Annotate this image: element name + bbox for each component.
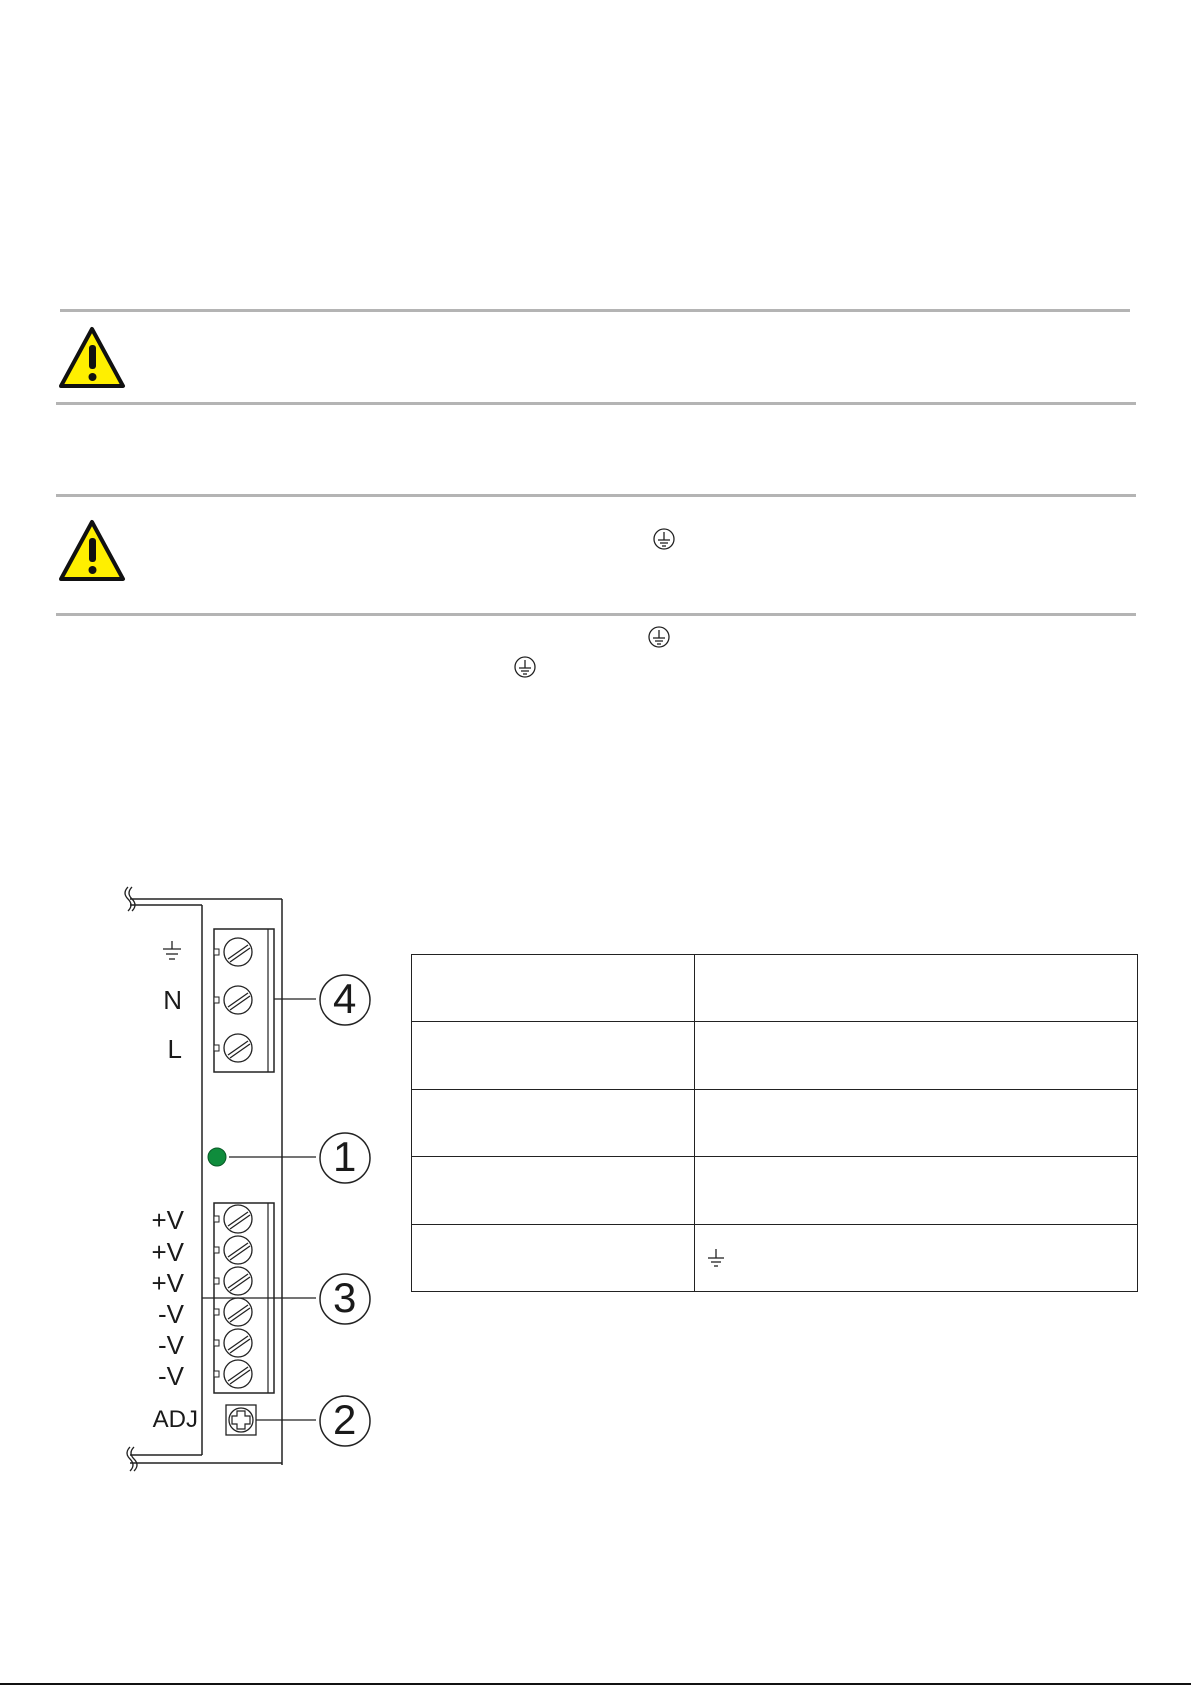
warning-triangle-icon bbox=[58, 519, 126, 583]
table-cell bbox=[695, 1224, 1138, 1291]
terminal-label-minus-v: -V bbox=[158, 1330, 184, 1360]
terminal-label-adj: ADJ bbox=[152, 1406, 198, 1433]
divider-3 bbox=[56, 494, 1136, 497]
table-row bbox=[412, 1022, 1138, 1089]
callout-4: 4 bbox=[333, 975, 357, 1022]
divider-4 bbox=[56, 613, 1136, 616]
divider-2 bbox=[56, 402, 1136, 405]
terminal-label-l: L bbox=[167, 1034, 182, 1064]
divider-1 bbox=[60, 309, 1130, 312]
table-cell bbox=[695, 1022, 1138, 1089]
table-row bbox=[412, 1089, 1138, 1156]
callout-1: 1 bbox=[333, 1133, 357, 1180]
callout-3: 3 bbox=[333, 1274, 357, 1321]
table-cell bbox=[412, 1089, 695, 1156]
table-row bbox=[412, 1224, 1138, 1291]
terminal-label-plus-v: +V bbox=[151, 1237, 184, 1267]
ground-icon bbox=[163, 941, 181, 959]
protective-earth-icon bbox=[513, 655, 537, 679]
terminal-label-plus-v: +V bbox=[151, 1268, 184, 1298]
table-cell bbox=[695, 1157, 1138, 1224]
terminal-label-n: N bbox=[163, 985, 182, 1015]
protective-earth-icon bbox=[652, 527, 676, 551]
warning-triangle-icon bbox=[58, 326, 126, 390]
ground-icon bbox=[705, 1247, 727, 1269]
table-row bbox=[412, 1157, 1138, 1224]
table-cell bbox=[695, 955, 1138, 1022]
table-cell bbox=[412, 1224, 695, 1291]
table-cell bbox=[412, 955, 695, 1022]
table-cell bbox=[412, 1157, 695, 1224]
terminal-label-minus-v: -V bbox=[158, 1361, 184, 1391]
table-row bbox=[412, 955, 1138, 1022]
terminal-legend-table bbox=[411, 954, 1138, 1292]
table-cell bbox=[412, 1022, 695, 1089]
table-cell bbox=[695, 1089, 1138, 1156]
power-led bbox=[208, 1148, 226, 1166]
protective-earth-icon bbox=[647, 625, 671, 649]
terminal-label-plus-v: +V bbox=[151, 1205, 184, 1235]
callout-2: 2 bbox=[333, 1396, 357, 1443]
terminal-label-minus-v: -V bbox=[158, 1299, 184, 1329]
input-terminal-screw bbox=[224, 938, 252, 1062]
